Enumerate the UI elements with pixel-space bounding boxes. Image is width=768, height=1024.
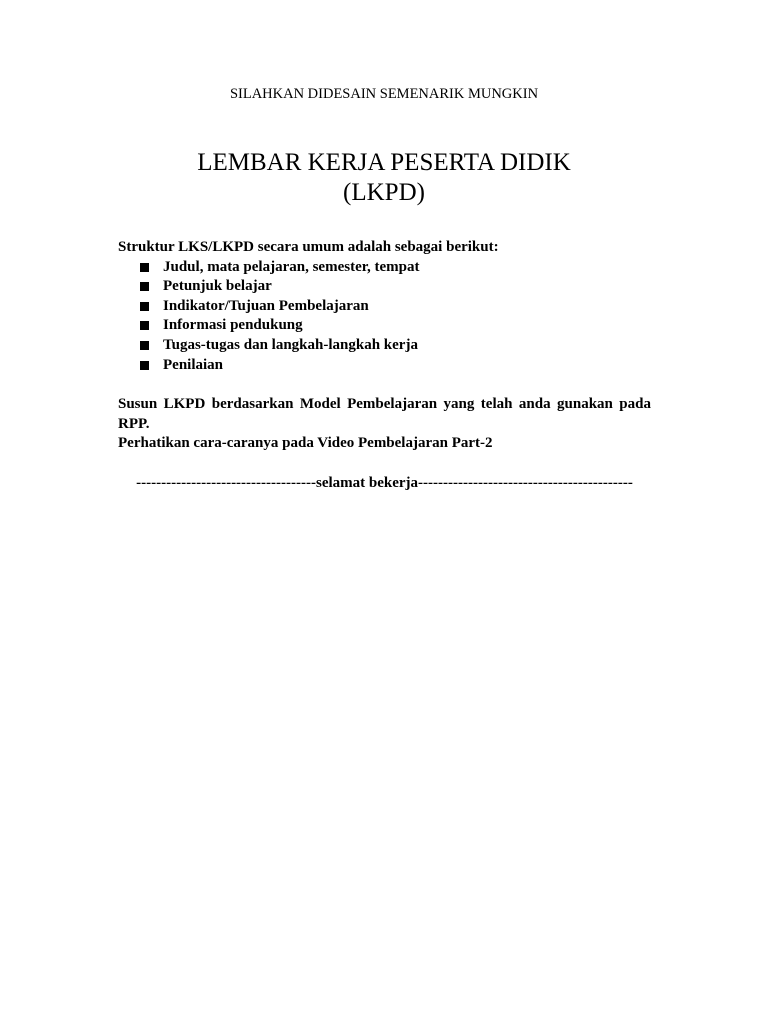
list-item-text: Tugas-tugas dan langkah-langkah kerja: [163, 336, 418, 353]
list-item: [138, 277, 651, 297]
list-item-text: Petunjuk belajar: [163, 278, 272, 295]
document-title: [0, 148, 768, 208]
instruction-paragraph-2: Perhatikan cara-caranya pada Video Pembelajaran Part-2: [118, 435, 493, 452]
list-item-text: Judul, mata pelajaran, semester, tempat: [163, 258, 420, 275]
closing-line: ------------------------------------selamat bekerja-------------------------------------------: [136, 474, 633, 491]
title-line-2: (LKPD): [343, 179, 425, 206]
square-bullet-icon: [140, 302, 149, 311]
structure-list: [118, 258, 651, 376]
top-note: SILAHKAN DIDESAIN SEMENARIK MUNGKIN: [229, 86, 539, 102]
list-item: [138, 297, 651, 317]
square-bullet-icon: [140, 321, 149, 330]
list-item: [138, 336, 651, 356]
list-item: [138, 258, 651, 278]
square-bullet-icon: [140, 341, 149, 350]
list-item-text: Penilaian: [163, 356, 224, 373]
list-item-text: Indikator/Tujuan Pembelajaran: [163, 297, 369, 314]
list-item-text: Informasi pendukung: [163, 317, 303, 334]
document-body: [118, 238, 651, 494]
square-bullet-icon: [140, 361, 149, 370]
list-item: [138, 316, 651, 336]
instruction-paragraph-1: Susun LKPD berdasarkan Model Pembelajaran yang telah anda gunakan pada RPP.: [118, 396, 651, 432]
square-bullet-icon: [140, 282, 149, 291]
instructions: [118, 395, 651, 454]
structure-intro: Struktur LKS/LKPD secara umum adalah sebagai berikut:: [118, 239, 499, 255]
list-item: [138, 356, 651, 376]
square-bullet-icon: [140, 263, 149, 272]
title-line-1: LEMBAR KERJA PESERTA DIDIK: [197, 149, 571, 176]
